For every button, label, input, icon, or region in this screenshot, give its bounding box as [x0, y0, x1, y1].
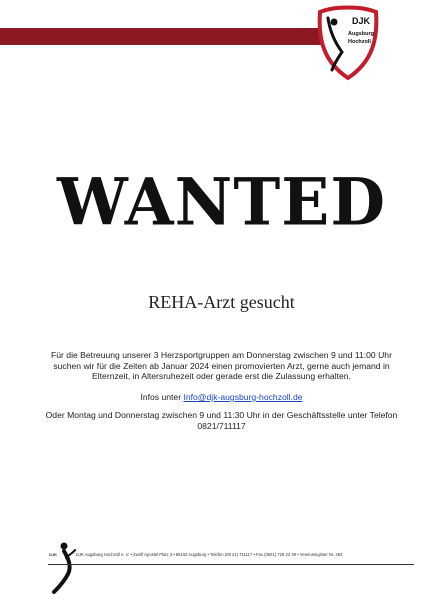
infos-label: Infos unter	[140, 392, 184, 402]
subtitle: REHA-Arzt gesucht	[148, 292, 295, 312]
logo-text-djk: DJK	[352, 16, 371, 26]
header-bar	[0, 28, 322, 45]
footer-address: DJK Augsburg Hochzoll e. V. • Zwölf Apostel Platz 3 • 86163 Augsburg • Telefon (08 21) 711117 • Fax (0821) 729 22 39 • Vereinsregister Nr. 284	[76, 552, 343, 557]
wanted-title: WANTED	[56, 165, 387, 241]
djk-logo	[314, 2, 382, 82]
logo-text-augsburg: Augsburg	[348, 31, 374, 37]
paragraph-description: Für die Betreuung unserer 3 Herzsportgruppen am Donnerstag zwischen 9 und 11:00 Uhr suchen wir für die Zeiten ab Januar 2024 einen promovierten Arzt, gerne auch jemand in Elternzeit, in Altersruhezeit oder gerade erst die Zulassung erhalten.	[51, 350, 392, 381]
footer-logo-text: DJK	[49, 552, 58, 557]
logo-text-hochzoll: Hochzoll	[348, 39, 371, 45]
footer-divider	[48, 564, 414, 565]
paragraph-contact: Oder Montag und Donnerstag zwischen 9 und 11:30 Uhr in der Geschäftsstelle unter Telefon 0821/711117	[45, 410, 398, 431]
paragraph-infos	[40, 392, 403, 403]
footer-figure-icon	[50, 540, 76, 595]
email-link[interactable]: Info@djk-augsburg-hochzoll.de	[183, 392, 303, 402]
